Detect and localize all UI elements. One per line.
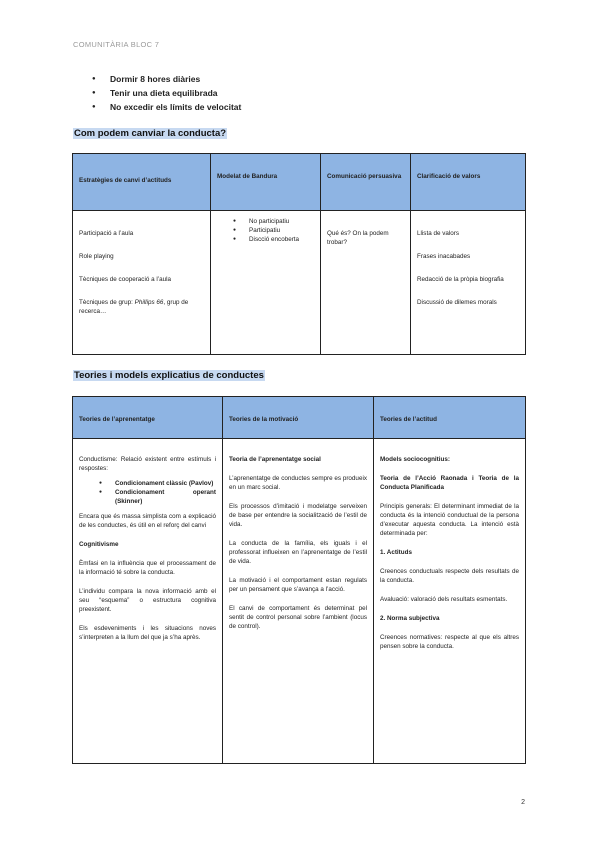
table-cell	[73, 211, 211, 355]
cell-text: La conducta de la família, els iguals i el professorat influeixen en l’aprenentatge de l’estil de vida.	[229, 540, 367, 565]
cell-text: Principis generals: El determinant immediat de la conducta és la intenció conductual de la persona d’executar aquesta conducta. La intenció està determinada per:	[380, 503, 519, 537]
bullet-list	[92, 72, 241, 114]
cell-text: Role playing	[79, 253, 114, 260]
cell-text: Redacció de la pròpia biografia	[417, 276, 504, 283]
table-cell: Qué és? On la podem trobar?	[321, 211, 411, 355]
cell-text: Els processos d’imitació i modelatge serveixen de base per entendre la socialització de l’estil de vida.	[229, 503, 367, 528]
cell-text: L’aprenentatge de conductes sempre es produeix en un marc social.	[229, 475, 367, 491]
table-cell	[374, 439, 526, 764]
section-heading-theories: Teories i models explicatius de conductes	[74, 370, 264, 381]
page-number: 2	[521, 799, 525, 806]
cell-text: Avaluació: valoració dels resultats esmentats.	[380, 596, 508, 603]
header-cell: Modelat de Bandura	[211, 154, 321, 211]
page-header: COMUNITÀRIA BLOC 7	[73, 40, 160, 49]
header-cell: Teories de la motivació	[223, 397, 374, 439]
cell-text: Cognitivisme	[79, 541, 119, 548]
cell-text: Els esdeveniments i les situacions noves s’interpreten a la llum del que ja s’ha après.	[79, 625, 216, 641]
header-cell: Comunicació persuasiva	[321, 154, 411, 211]
list-item: ● Discció encoberta	[233, 235, 314, 244]
cell-text: Creences conductuals respecte dels resultats de la conducta.	[380, 568, 519, 584]
cell-text: Llista de valors	[417, 230, 459, 237]
strategies-table	[72, 153, 526, 355]
table-cell	[73, 439, 223, 764]
table-cell	[211, 211, 321, 355]
header-cell: Teories de l’aprenentatge	[73, 397, 223, 439]
cell-text: Encara que és massa simplista com a explicació de les conductes, és útil en el reforç del canvi	[79, 513, 216, 529]
bullet-item: ● No excedir els límits de velocitat	[92, 100, 241, 114]
table-cell	[411, 211, 526, 355]
cell-text: Models sociocognitius:	[380, 456, 450, 463]
list-item: ● Condicionament clàssic (Pavlov)	[99, 479, 216, 488]
cell-text: Conductisme: Relació existent entre estímuls i respostes:	[79, 456, 216, 472]
cell-text: Frases inacabades	[417, 253, 471, 260]
cell-text: Discussió de dilemes morals	[417, 299, 497, 306]
cell-text: Tècniques de grup: Phillips 66, grup de recerca…	[79, 299, 189, 315]
cell-text: Teoria de l’aprenentatge social	[229, 456, 321, 463]
cell-text: 1. Actituds	[380, 549, 412, 556]
list-item: ● Participatiu	[233, 226, 314, 235]
cell-text: El canvi de comportament és determinat pel sentit de control personal sobre l’ambient (locus de control).	[229, 605, 367, 630]
cell-text: Teoria de l’Acció Raonada i Teoria de la Conducta Planificada	[380, 475, 519, 491]
section-heading-conduct: Com podem canviar la conducta?	[74, 128, 227, 139]
list-item: ● Condicionament operant (Skinner)	[99, 488, 216, 506]
cell-text: 2. Norma subjectiva	[380, 615, 440, 622]
table-cell	[223, 439, 374, 764]
cell-text: Participació a l’aula	[79, 230, 134, 237]
theories-table	[72, 396, 526, 764]
cell-text: Èmfasi en la influència que el processament de la informació té sobre la conducta.	[79, 560, 216, 576]
header-cell: Estratègies de canvi d’actituds	[73, 154, 211, 211]
header-cell: Teories de l’actitud	[374, 397, 526, 439]
header-cell: Clarificació de valors	[411, 154, 526, 211]
cell-text: La motivació i el comportament estan regulats per un pensament que s’avança a l’acció.	[229, 577, 367, 593]
bullet-item: ● Dormir 8 hores diàries	[92, 72, 241, 86]
cell-text: Tècniques de cooperació a l’aula	[79, 276, 172, 283]
list-item: ● No participatiu	[233, 217, 314, 226]
cell-text: Creences normatives: respecte al que els altres pensen sobre la conducta.	[380, 634, 519, 650]
bullet-item: ● Tenir una dieta equilibrada	[92, 86, 241, 100]
cell-text: L’individu compara la nova informació amb el seu “esquema” o estructura cognitiva preexistent.	[79, 588, 216, 613]
